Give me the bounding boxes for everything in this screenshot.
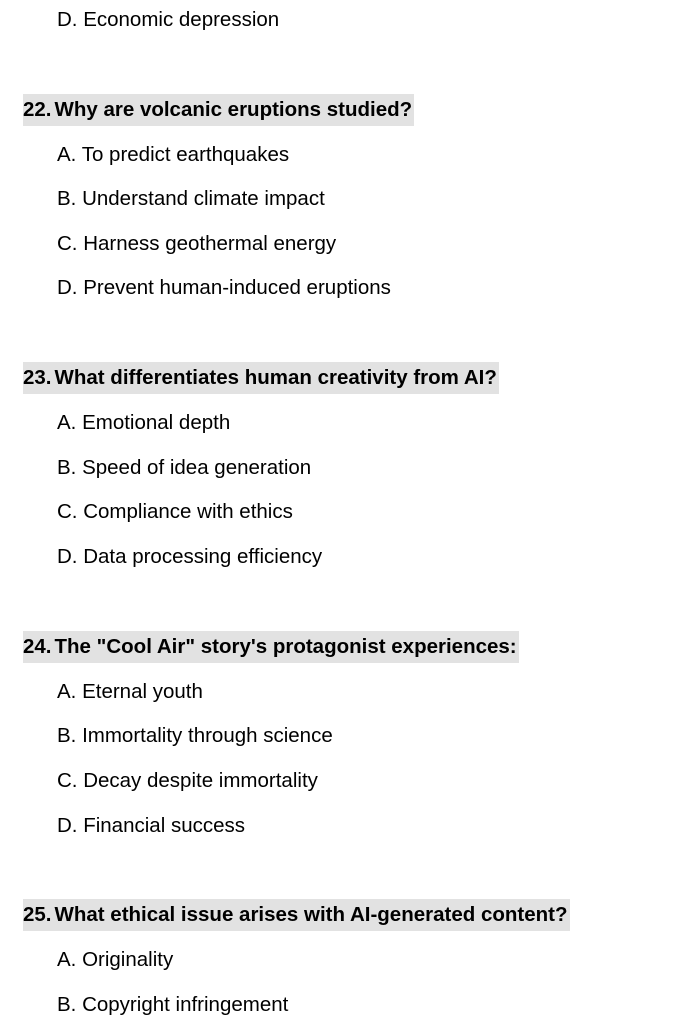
question-25-heading bbox=[23, 899, 570, 931]
option-letter: A. bbox=[57, 143, 77, 166]
question-24-heading bbox=[23, 631, 519, 663]
option-text: Harness geothermal energy bbox=[83, 232, 337, 255]
option-item bbox=[57, 541, 322, 573]
option-text: Speed of idea generation bbox=[82, 456, 312, 479]
option-letter: D. bbox=[57, 276, 78, 299]
option-item bbox=[57, 944, 173, 976]
option-text: Compliance with ethics bbox=[83, 500, 293, 523]
option-text: Eternal youth bbox=[82, 680, 203, 703]
option-item bbox=[57, 407, 230, 439]
option-letter: A. bbox=[57, 948, 77, 971]
option-text: Emotional depth bbox=[82, 411, 231, 434]
option-letter: A. bbox=[57, 411, 77, 434]
option-text: Decay despite immortality bbox=[83, 769, 318, 792]
option-letter: B. bbox=[57, 456, 77, 479]
option-letter: B. bbox=[57, 724, 77, 747]
option-letter: C. bbox=[57, 232, 78, 255]
option-letter: B. bbox=[57, 187, 77, 210]
option-letter: A. bbox=[57, 680, 77, 703]
question-number: 23. bbox=[23, 366, 52, 389]
option-item bbox=[57, 183, 325, 215]
option-text: Prevent human-induced eruptions bbox=[83, 276, 391, 299]
option-letter: D. bbox=[57, 545, 78, 568]
question-text: What differentiates human creativity from AI? bbox=[54, 366, 497, 389]
option-item bbox=[57, 139, 289, 171]
question-number: 25. bbox=[23, 903, 52, 926]
question-22-heading bbox=[23, 94, 414, 126]
option-item bbox=[57, 810, 245, 842]
option-letter: D. bbox=[57, 814, 78, 837]
option-text: Understand climate impact bbox=[82, 187, 325, 210]
option-item bbox=[57, 676, 203, 708]
option-letter: C. bbox=[57, 500, 78, 523]
option-text: Immortality through science bbox=[82, 724, 333, 747]
option-item bbox=[57, 496, 293, 528]
option-letter: B. bbox=[57, 993, 77, 1016]
option-text: To predict earthquakes bbox=[81, 143, 290, 166]
question-text: Why are volcanic eruptions studied? bbox=[54, 98, 413, 121]
question-23-heading bbox=[23, 362, 499, 394]
question-number: 24. bbox=[23, 635, 52, 658]
option-item bbox=[57, 765, 318, 797]
question-text: What ethical issue arises with AI-generated content? bbox=[54, 903, 568, 926]
option-item bbox=[57, 4, 279, 36]
option-letter: C. bbox=[57, 769, 78, 792]
option-item bbox=[57, 452, 311, 484]
option-item bbox=[57, 989, 288, 1021]
option-text: Copyright infringement bbox=[82, 993, 289, 1016]
option-letter: D. bbox=[57, 8, 78, 31]
question-number: 22. bbox=[23, 98, 52, 121]
option-text: Data processing efficiency bbox=[83, 545, 323, 568]
option-item bbox=[57, 272, 391, 304]
option-text: Originality bbox=[82, 948, 174, 971]
option-item bbox=[57, 720, 333, 752]
question-text: The "Cool Air" story's protagonist experiences: bbox=[54, 635, 517, 658]
option-text: Economic depression bbox=[83, 8, 280, 31]
option-text: Financial success bbox=[83, 814, 245, 837]
option-item bbox=[57, 228, 336, 260]
